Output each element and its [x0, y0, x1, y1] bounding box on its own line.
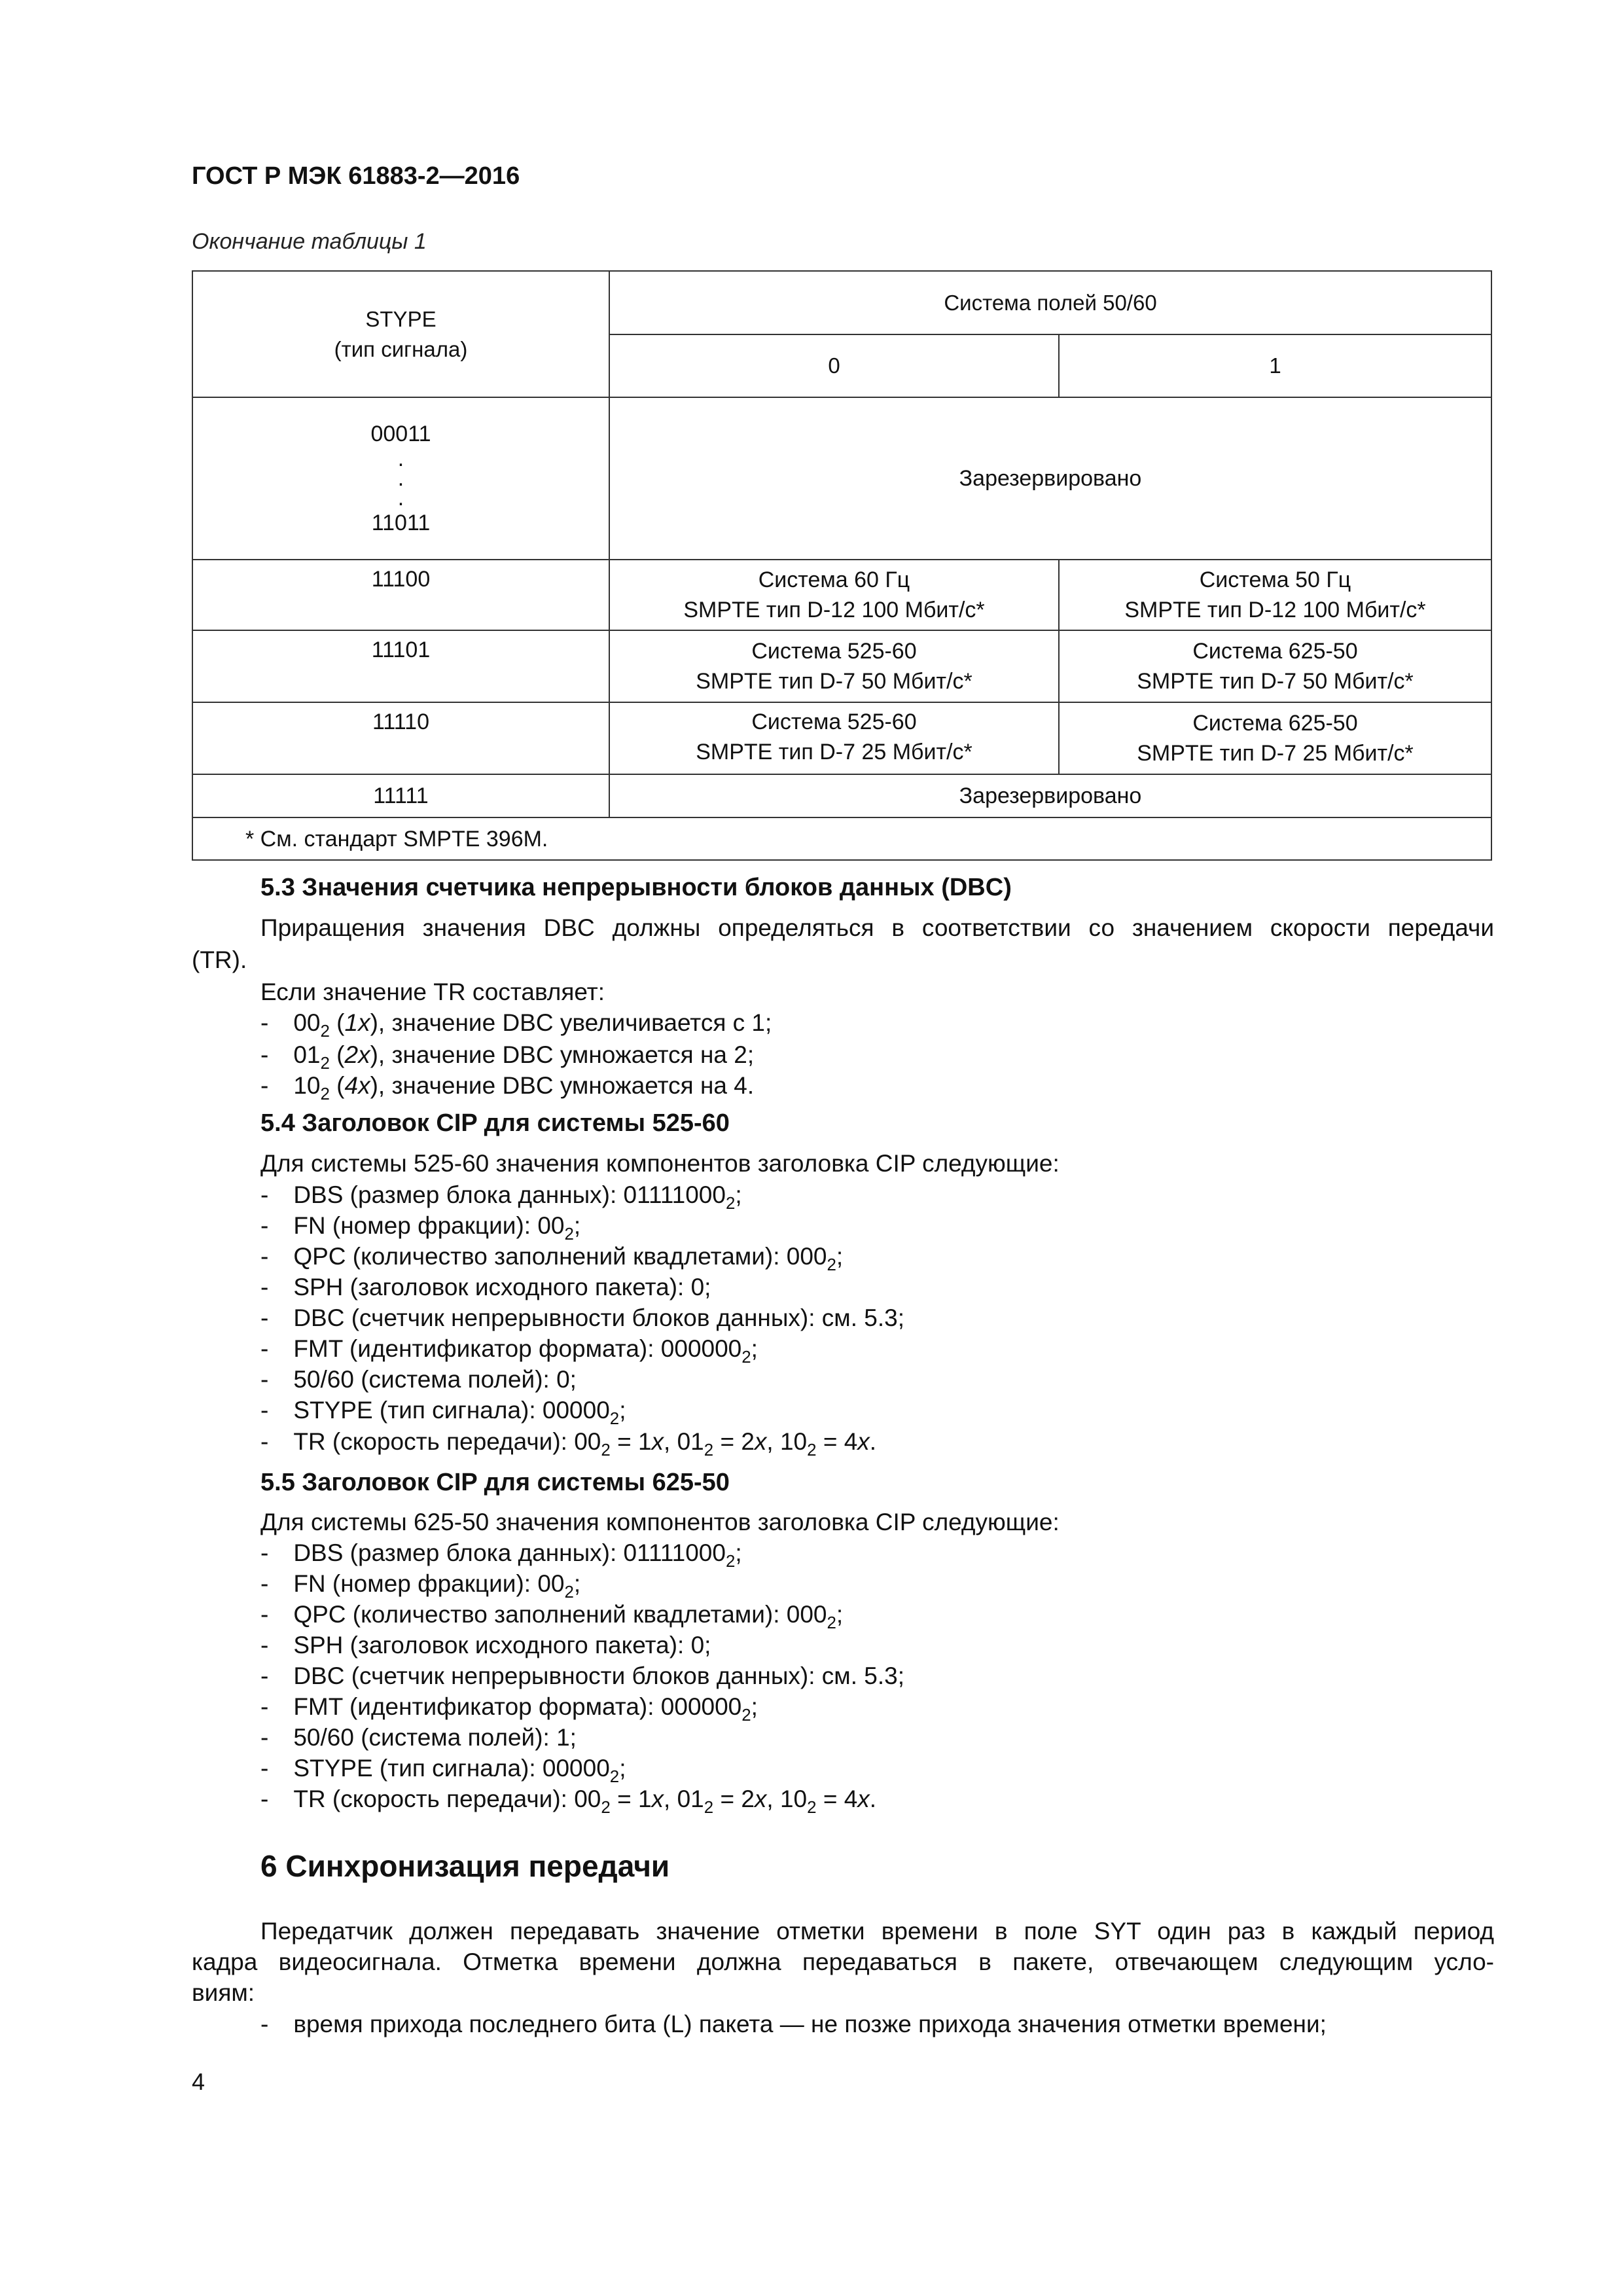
- list-item: - DBS (размер блока данных): $01111000_2$;: [260, 1539, 742, 1571]
- document-id: ГОСТ Р МЭК 61883-2—2016: [192, 162, 520, 190]
- list-item: - QPC (количество заполнений квадлетами): $000_2$;: [260, 1243, 844, 1275]
- page-number: 4: [192, 2068, 205, 2095]
- section-6-paragraph: Передатчик должен передавать значение отметки времени в поле SYT один раз в каждый период: [260, 1918, 1494, 1945]
- table-row: [192, 397, 1491, 560]
- table-footnote: * См. стандарт SMPTE 396M.: [192, 817, 1491, 860]
- stype-code: 11100: [192, 560, 609, 630]
- section-5-5-intro: Для системы 625-50 значения компонентов заголовка CIP следующие:: [260, 1509, 1060, 1535]
- col-field-system-header: Система полей 50/60: [609, 271, 1491, 334]
- section-5-3-paragraph: Приращения значения DBC должны определяться в соответствии со значением скорости передачи: [260, 914, 1494, 941]
- table-row: [192, 560, 1491, 630]
- stype-code: 11101: [192, 630, 609, 702]
- list-item: - FMT (идентификатор формата): $000000_2$;: [260, 1693, 758, 1725]
- subheader-0: 0: [609, 334, 1059, 397]
- value-cell-0: Система 525-60 SMPTE тип D-7 50 Мбит/с*: [609, 630, 1059, 702]
- table-row: [192, 774, 1491, 817]
- table-stype: [192, 270, 1492, 861]
- stype-code: 00011: [370, 422, 431, 446]
- section-5-3-title: 5.3 Значения счетчика непрерывности блоков данных (DBC): [260, 874, 1012, 901]
- ellipsis-dot: .: [397, 446, 404, 471]
- section-6-paragraph: виям:: [192, 1979, 255, 2006]
- list-item: - DBS (размер блока данных): $01111000_2$;: [260, 1181, 742, 1213]
- list-item: - TR (скорость передачи): $00_2 = 1x$, $01_2 = 2x$, $10_2 = 4x$.: [260, 1785, 877, 1818]
- reserved-cell: Зарезервировано: [609, 397, 1491, 560]
- stype-code: 11111: [192, 774, 609, 817]
- stype-code: 11110: [192, 702, 609, 774]
- list-item: - $01_2$ (2x), значение DBC умножается на 2;: [260, 1041, 755, 1073]
- list-item: - 50/60 (система полей): 1;: [260, 1724, 577, 1751]
- section-5-4-title: 5.4 Заголовок CIP для системы 525-60: [260, 1109, 730, 1137]
- list-item: - FMT (идентификатор формата): $000000_2$;: [260, 1335, 758, 1367]
- value-cell-0: Система 525-60 SMPTE тип D-7 25 Мбит/с*: [609, 702, 1059, 774]
- list-item: - QPC (количество заполнений квадлетами): $000_2$;: [260, 1601, 844, 1633]
- list-item: - SPH (заголовок исходного пакета): 0;: [260, 1274, 711, 1300]
- section-5-3-intro: Если значение TR составляет:: [260, 978, 605, 1005]
- table-footnote-row: [192, 817, 1491, 860]
- list-item: - FN (номер фракции): $00_2$;: [260, 1212, 581, 1244]
- list-item: - DBC (счетчик непрерывности блоков данных): см. 5.3;: [260, 1662, 904, 1689]
- section-5-3-paragraph-end: (TR).: [192, 946, 247, 973]
- table-row: [192, 702, 1491, 774]
- section-5-4-intro: Для системы 525-60 значения компонентов заголовка CIP следующие:: [260, 1150, 1060, 1177]
- col-stype-header: [192, 271, 609, 397]
- table-caption: Окончание таблицы 1: [192, 229, 427, 254]
- value-cell-0: Система 60 Гц SMPTE тип D-12 100 Мбит/с*: [609, 560, 1059, 630]
- value-cell-1: Система 50 Гц SMPTE тип D-12 100 Мбит/с*: [1059, 560, 1491, 630]
- value-cell-1: Система 625-50 SMPTE тип D-7 50 Мбит/с*: [1059, 630, 1491, 702]
- section-6-paragraph: кадра видеосигнала. Отметка времени должна передаваться в пакете, отвечающем следующим усло-: [192, 1948, 1494, 1975]
- list-item: - время прихода последнего бита (L) пакета — не позже прихода значения отметки времени;: [260, 2011, 1327, 2037]
- section-5-5-title: 5.5 Заголовок CIP для системы 625-50: [260, 1469, 730, 1496]
- header-stype: STYPE: [365, 306, 437, 331]
- list-item: - TR (скорость передачи): $00_2 = 1x$, $01_2 = 2x$, $10_2 = 4x$.: [260, 1428, 877, 1460]
- list-item: - $10_2$ (4x), значение DBC умножается на 4.: [260, 1072, 755, 1104]
- stype-range-cell: [192, 397, 609, 560]
- ellipsis-dot: .: [397, 486, 404, 511]
- table-row: [192, 630, 1491, 702]
- list-item: - SPH (заголовок исходного пакета): 0;: [260, 1632, 711, 1659]
- table-header-row: [192, 271, 1491, 334]
- section-6-title: 6 Синхронизация передачи: [260, 1849, 670, 1883]
- subheader-1: 1: [1059, 334, 1491, 397]
- list-item: - $00_2$ (1x), значение DBC увеличивается с 1;: [260, 1009, 772, 1041]
- header-signal-type: (тип сигнала): [334, 336, 468, 361]
- list-item: - STYPE (тип сигнала): $00000_2$;: [260, 1397, 626, 1429]
- list-item: - 50/60 (система полей): 0;: [260, 1366, 577, 1393]
- list-item: - DBC (счетчик непрерывности блоков данных): см. 5.3;: [260, 1304, 904, 1331]
- list-item: - STYPE (тип сигнала): $00000_2$;: [260, 1755, 626, 1787]
- value-cell-1: Система 625-50 SMPTE тип D-7 25 Мбит/с*: [1059, 702, 1491, 774]
- reserved-cell: Зарезервировано: [609, 774, 1491, 817]
- ellipsis-dot: .: [397, 466, 404, 491]
- stype-code: 11011: [371, 511, 431, 535]
- list-item: - FN (номер фракции): $00_2$;: [260, 1570, 581, 1602]
